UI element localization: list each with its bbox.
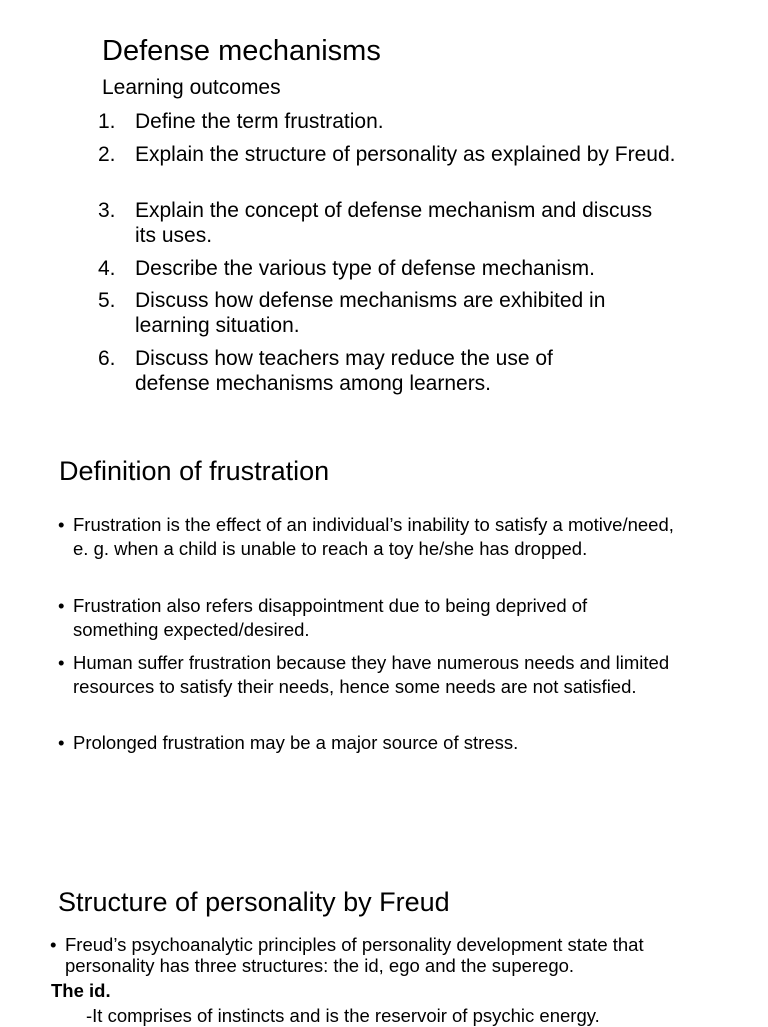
slide3-title: Structure of personality by Freud xyxy=(58,887,450,917)
bullet-item xyxy=(58,513,688,561)
bullet-text: Frustration also refers disappointment due to being deprived of something expected/desired. xyxy=(73,595,588,640)
item-text: Discuss how teachers may reduce the use of defense mechanisms among learners. xyxy=(135,347,553,395)
item-text: Describe the various type of defense mechanism. xyxy=(135,257,595,280)
id-heading: The id. xyxy=(51,980,111,1001)
item-text: Explain the concept of defense mechanism and discuss its uses. xyxy=(135,199,653,247)
item-number: 1. xyxy=(98,110,116,133)
bullet-text: Prolonged frustration may be a major source of stress. xyxy=(73,732,519,753)
item-number: 5. xyxy=(98,289,116,312)
slide2-title: Definition of frustration xyxy=(59,456,330,486)
bullet-dot: • xyxy=(58,595,65,616)
bullet-item xyxy=(58,731,698,755)
bullet-item xyxy=(50,934,710,976)
item-number: 2. xyxy=(98,143,116,166)
learning-outcome-item xyxy=(98,109,698,134)
item-text: Define the term frustration. xyxy=(135,110,384,133)
item-number: 6. xyxy=(98,347,116,370)
bullet-text: Freud’s psychoanalytic principles of personality development state that personality has three structures: the id, ego and the superego. xyxy=(65,934,644,976)
bullet-dot: • xyxy=(50,934,57,955)
slide1-subtitle: Learning outcomes xyxy=(102,76,281,99)
learning-outcome-item xyxy=(98,346,608,396)
bullet-dot: • xyxy=(58,732,65,753)
item-number: 4. xyxy=(98,257,116,280)
bullet-text: Human suffer frustration because they have numerous needs and limited resources to satisfy their needs, hence some needs are not satisfied. xyxy=(73,652,670,697)
bullet-item xyxy=(58,594,658,642)
bullet-dot: • xyxy=(58,514,65,535)
bullet-dot: • xyxy=(58,652,65,673)
item-number: 3. xyxy=(98,199,116,222)
learning-outcome-item xyxy=(98,288,668,338)
learning-outcome-item xyxy=(98,198,658,248)
id-description: -It comprises of instincts and is the reservoir of psychic energy. xyxy=(86,1005,600,1026)
item-text: Discuss how defense mechanisms are exhibited in learning situation. xyxy=(135,289,606,337)
learning-outcome-item xyxy=(98,142,678,167)
item-text: Explain the structure of personality as explained by Freud. xyxy=(135,143,676,166)
learning-outcome-item xyxy=(98,256,698,281)
slide1-title: Defense mechanisms xyxy=(102,35,381,67)
bullet-item xyxy=(58,651,688,699)
bullet-text: Frustration is the effect of an individual’s inability to satisfy a motive/need, e. g. when a child is unable to reach a toy he/she has dropped. xyxy=(73,514,674,559)
